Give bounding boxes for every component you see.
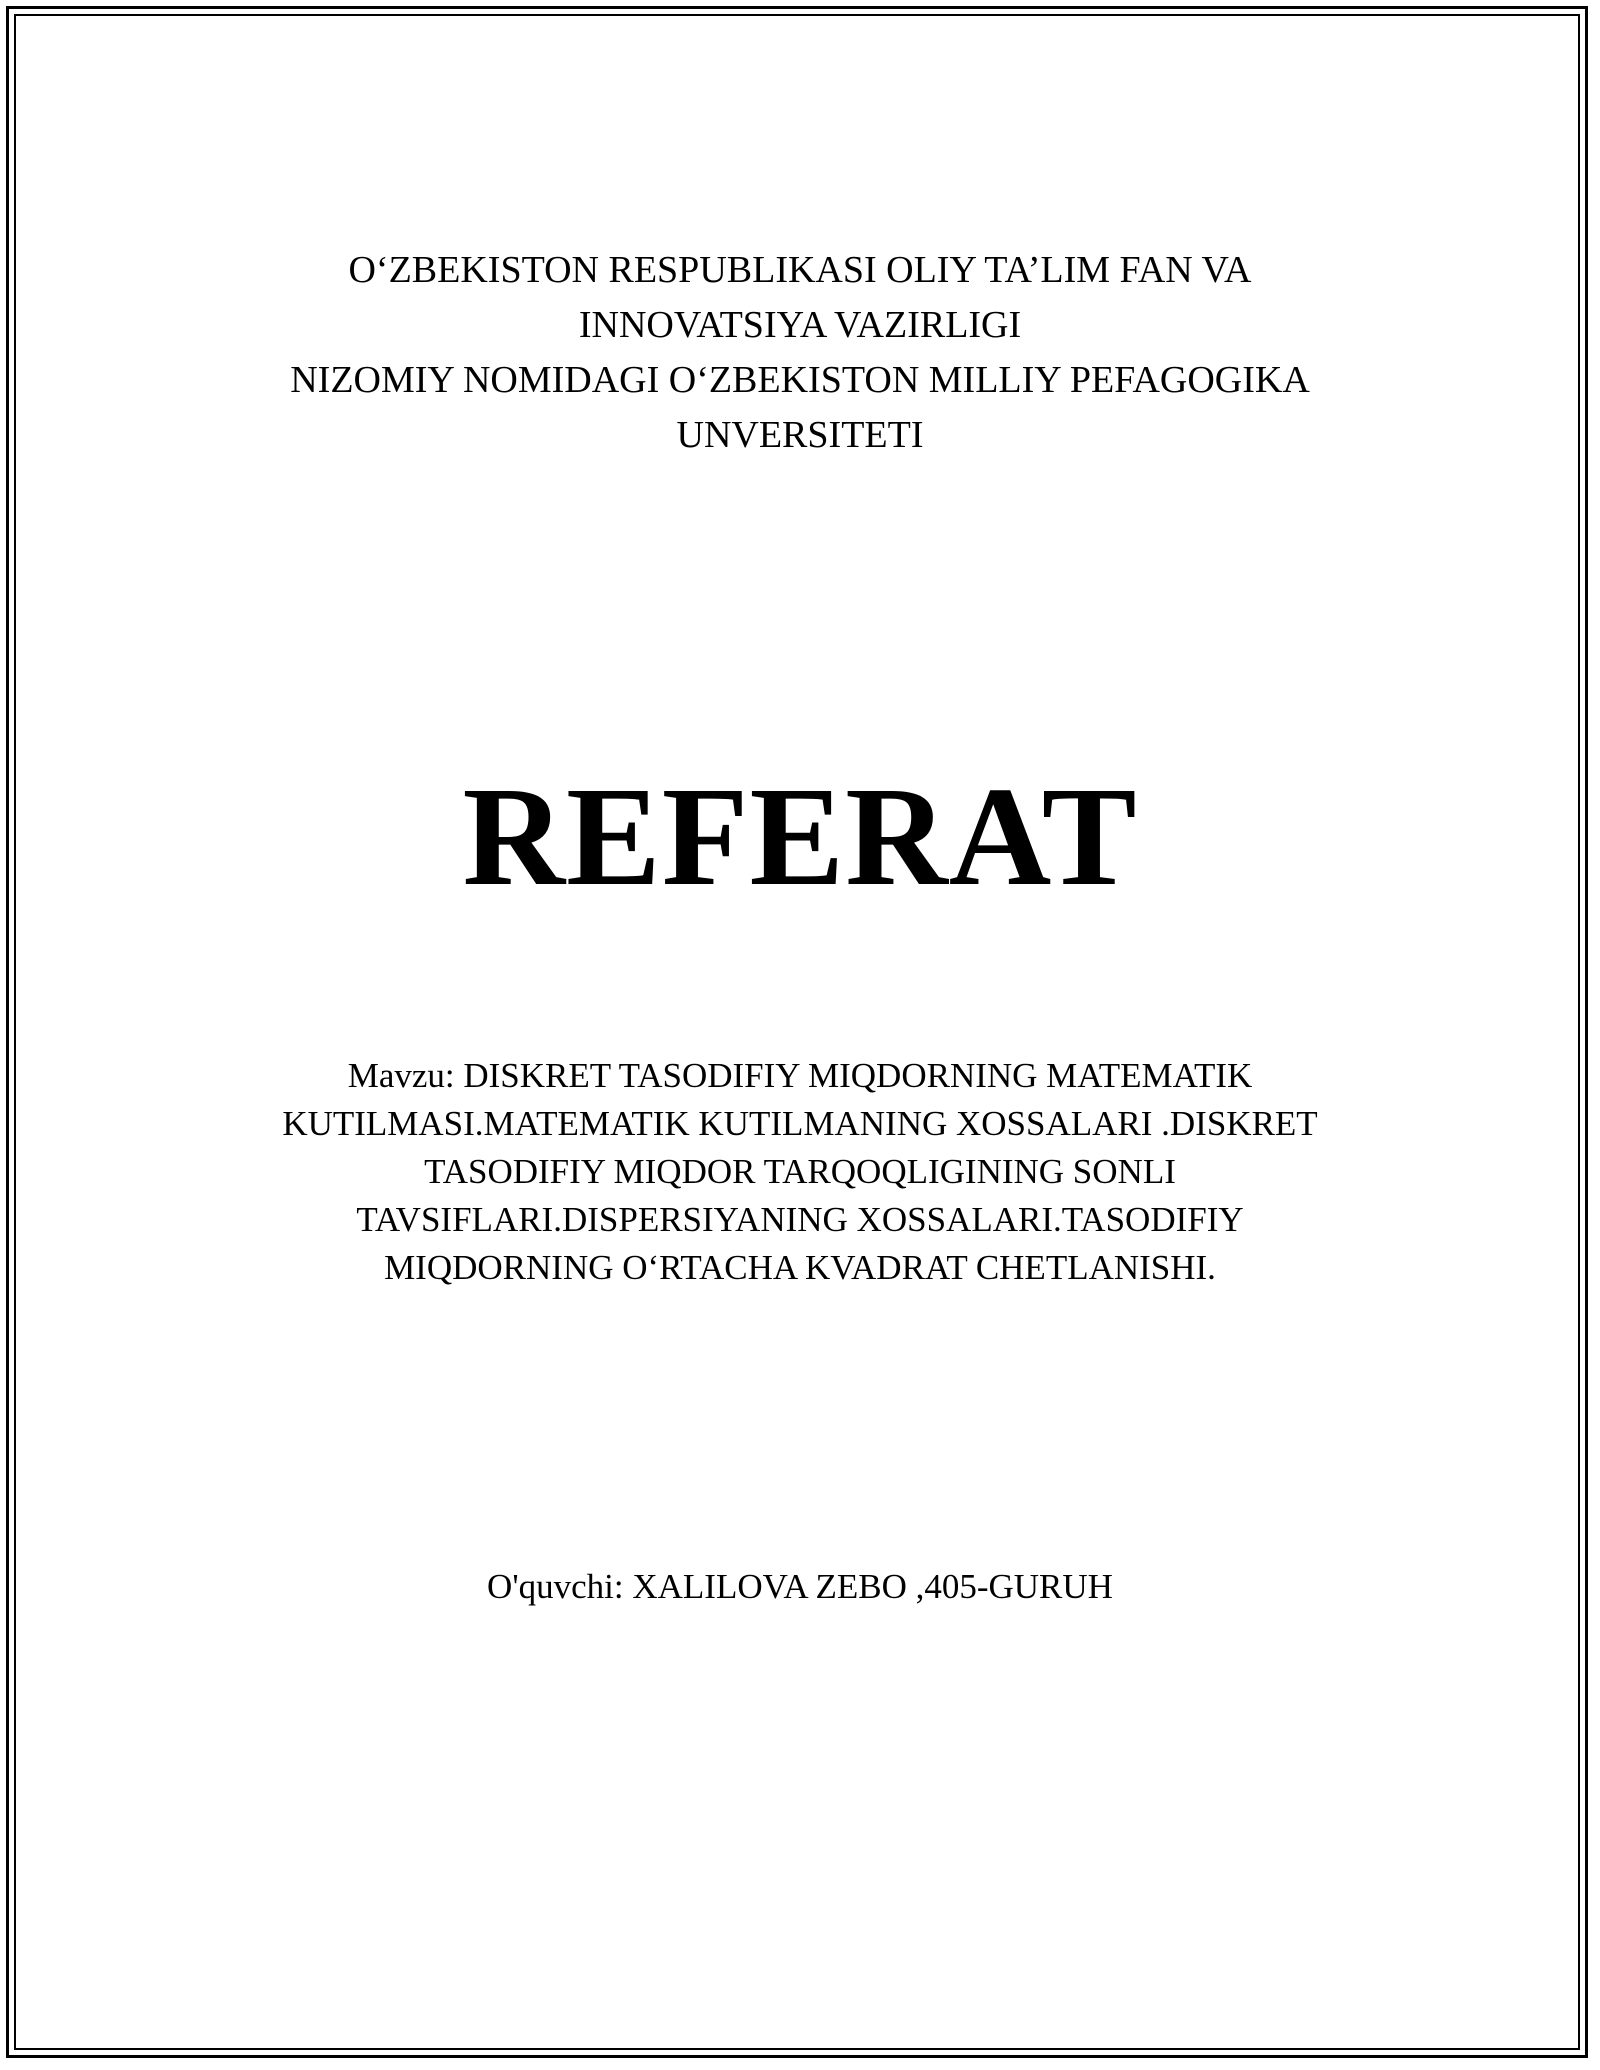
- header-line: NIZOMIY NOMIDAGI O‘ZBEKISTON MILLIY PEFAGOGIKA: [290, 359, 1310, 401]
- topic-line: TASODIFIY MIQDOR TARQOQLIGINING SONLI: [424, 1152, 1176, 1191]
- topic-line: MIQDORNING O‘RTACHA KVADRAT CHETLANISHI.: [384, 1248, 1216, 1287]
- ministry-university-header: [0, 243, 1600, 463]
- student-info: O'quvchi: XALILOVA ZEBO ,405-GURUH: [487, 1567, 1113, 1606]
- header-line: INNOVATSIYA VAZIRLIGI: [578, 304, 1022, 346]
- header-line: UNVERSITETI: [676, 414, 924, 456]
- topic-line: KUTILMASI.MATEMATIK KUTILMANING XOSSALARI .DISKRET: [282, 1104, 1318, 1143]
- topic-section: [0, 1052, 1600, 1292]
- header-line: O‘ZBEKISTON RESPUBLIKASI OLIY TA’LIM FAN VA: [348, 249, 1252, 291]
- document-title: REFERAT: [462, 757, 1138, 915]
- topic-line: Mavzu: DISKRET TASODIFIY MIQDORNING MATEMATIK: [347, 1056, 1253, 1095]
- topic-line: TAVSIFLARI.DISPERSIYANING XOSSALARI.TASODIFIY: [356, 1200, 1244, 1239]
